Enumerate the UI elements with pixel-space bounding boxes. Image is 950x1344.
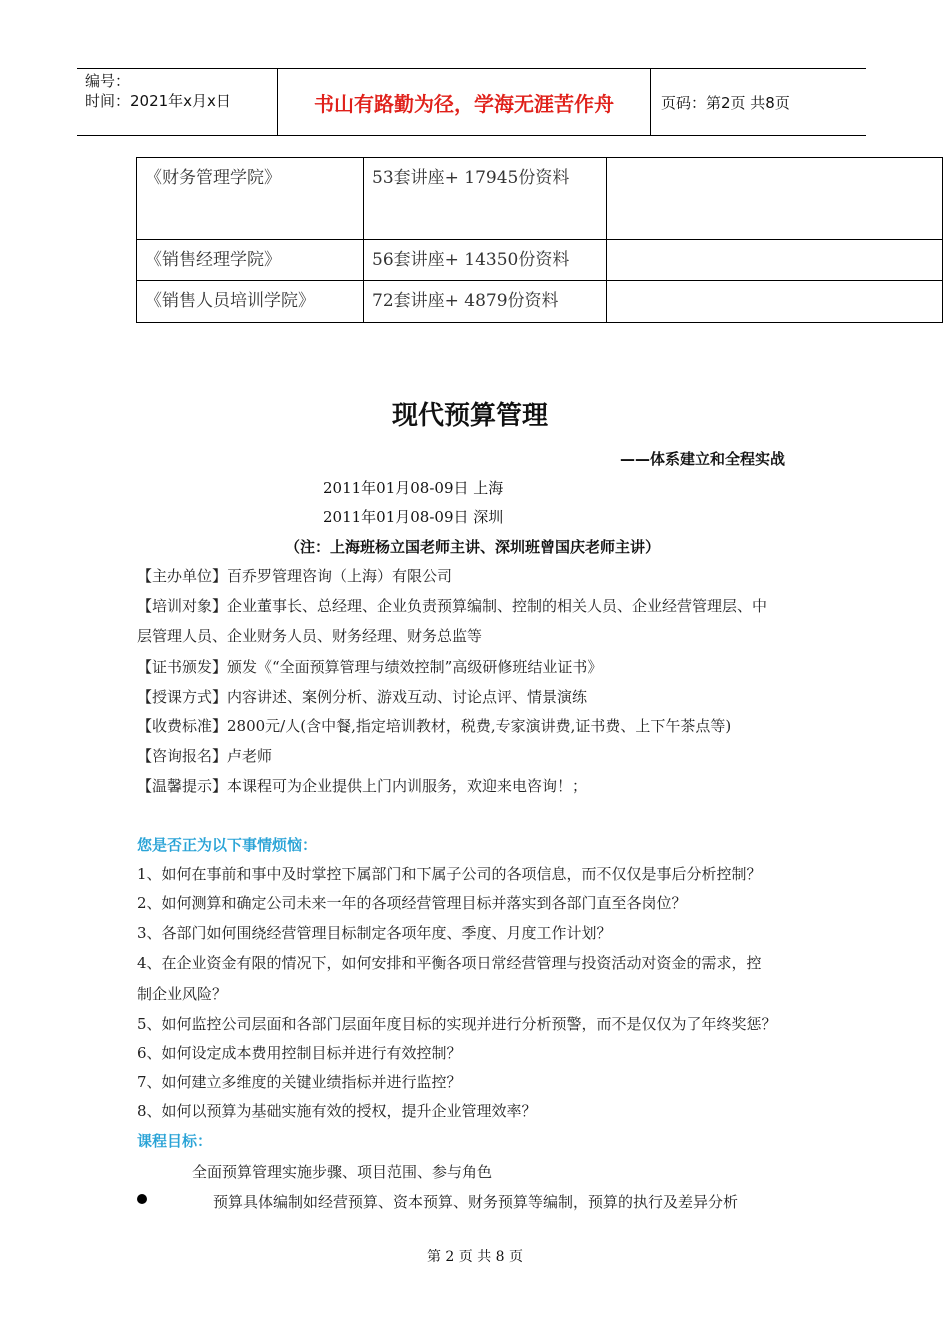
worry-item: 7、如何建立多维度的关键业绩指标并进行监控？ bbox=[137, 1073, 462, 1091]
worry-item: 2、如何测算和确定公司未来一年的各项经营管理目标并落实到各部门直至各岗位？ bbox=[137, 894, 687, 912]
worry-item: 5、如何监控公司层面和各部门层面年度目标的实现并进行分析预警，而不是仅仅为了年终奖惩？ bbox=[137, 1015, 777, 1033]
goals-heading: 课程目标： bbox=[137, 1132, 213, 1150]
header-meta bbox=[77, 69, 278, 135]
info-method: 【授课方式】内容讲述、案例分析、游戏互动、讨论点评、情景演练 bbox=[137, 688, 588, 706]
course-title: 现代预算管理 bbox=[391, 401, 548, 431]
worry-item: 8、如何以预算为基础实施有效的授权，提升企业管理效率？ bbox=[137, 1102, 537, 1120]
worry-item-cont: 制企业风险？ bbox=[137, 985, 228, 1003]
goal-item: 全面预算管理实施步骤、项目范围、参与角色 bbox=[192, 1163, 493, 1181]
table-row bbox=[137, 240, 943, 281]
header-motto: 书山有路勤为径，学海无涯苦作舟 bbox=[278, 69, 651, 135]
table-row bbox=[137, 281, 943, 323]
page-header bbox=[77, 68, 866, 136]
worry-item: 3、各部门如何围绕经营管理目标制定各项年度、季度、月度工作计划？ bbox=[137, 924, 612, 942]
course-subtitle: ——体系建立和全程实战 bbox=[620, 450, 786, 468]
session-shanghai: 2011年01月08-09日 上海 bbox=[323, 479, 504, 497]
worry-item: 4、在企业资金有限的情况下，如何安排和平衡各项日常经营管理与投资活动对资金的需求，控 bbox=[137, 954, 762, 972]
table-cell-desc: 53套讲座+ 17945份资料 bbox=[364, 158, 607, 240]
worries-heading: 您是否正为以下事情烦恼： bbox=[137, 836, 318, 854]
table-cell-name: 《销售经理学院》 bbox=[137, 240, 364, 281]
info-contact: 【咨询报名】卢老师 bbox=[137, 747, 273, 765]
resource-table bbox=[136, 157, 943, 323]
session-shenzhen: 2011年01月08-09日 深圳 bbox=[323, 508, 504, 526]
table-cell-name: 《财务管理学院》 bbox=[137, 158, 364, 240]
number-label: 编号： bbox=[85, 72, 131, 90]
table-cell-name: 《销售人员培训学院》 bbox=[137, 281, 364, 323]
table-cell-extra bbox=[607, 281, 943, 323]
table-cell-desc: 72套讲座+ 4879份资料 bbox=[364, 281, 607, 323]
info-cert: 【证书颁发】颁发《“全面预算管理与绩效控制”高级研修班结业证书》 bbox=[137, 658, 603, 676]
info-fee: 【收费标准】2800元/人(含中餐,指定培训教材，税费,专家演讲费,证书费、上下午茶点等) bbox=[137, 717, 732, 735]
goal-item: 预算具体编制如经营预算、资本预算、财务预算等编制，预算的执行及差异分析 bbox=[213, 1193, 739, 1211]
time-label: 时间：2021年x月x日 bbox=[85, 92, 231, 110]
info-target-line1: 【培训对象】企业董事长、总经理、企业负责预算编制、控制的相关人员、企业经营管理层、中 bbox=[137, 597, 768, 615]
table-cell-extra bbox=[607, 158, 943, 240]
bullet-icon bbox=[137, 1194, 147, 1204]
worry-item: 6、如何设定成本费用控制目标并进行有效控制？ bbox=[137, 1044, 462, 1062]
page-footer: 第 2 页 共 8 页 bbox=[426, 1249, 524, 1265]
table-cell-extra bbox=[607, 240, 943, 281]
info-tip: 【温馨提示】本课程可为企业提供上门内训服务，欢迎来电咨询！； bbox=[137, 777, 588, 795]
table-cell-desc: 56套讲座+ 14350份资料 bbox=[364, 240, 607, 281]
worry-item: 1、如何在事前和事中及时掌控下属部门和下属子公司的各项信息，而不仅仅是事后分析控制？ bbox=[137, 865, 762, 883]
course-note: （注：上海班杨立国老师主讲、深圳班曾国庆老师主讲） bbox=[285, 538, 661, 556]
table-row bbox=[137, 158, 943, 240]
header-page-info: 页码：第2页 共8页 bbox=[661, 93, 790, 112]
info-host: 【主办单位】百乔罗管理咨询（上海）有限公司 bbox=[137, 567, 453, 585]
info-target-line2: 层管理人员、企业财务人员、财务经理、财务总监等 bbox=[137, 627, 483, 645]
